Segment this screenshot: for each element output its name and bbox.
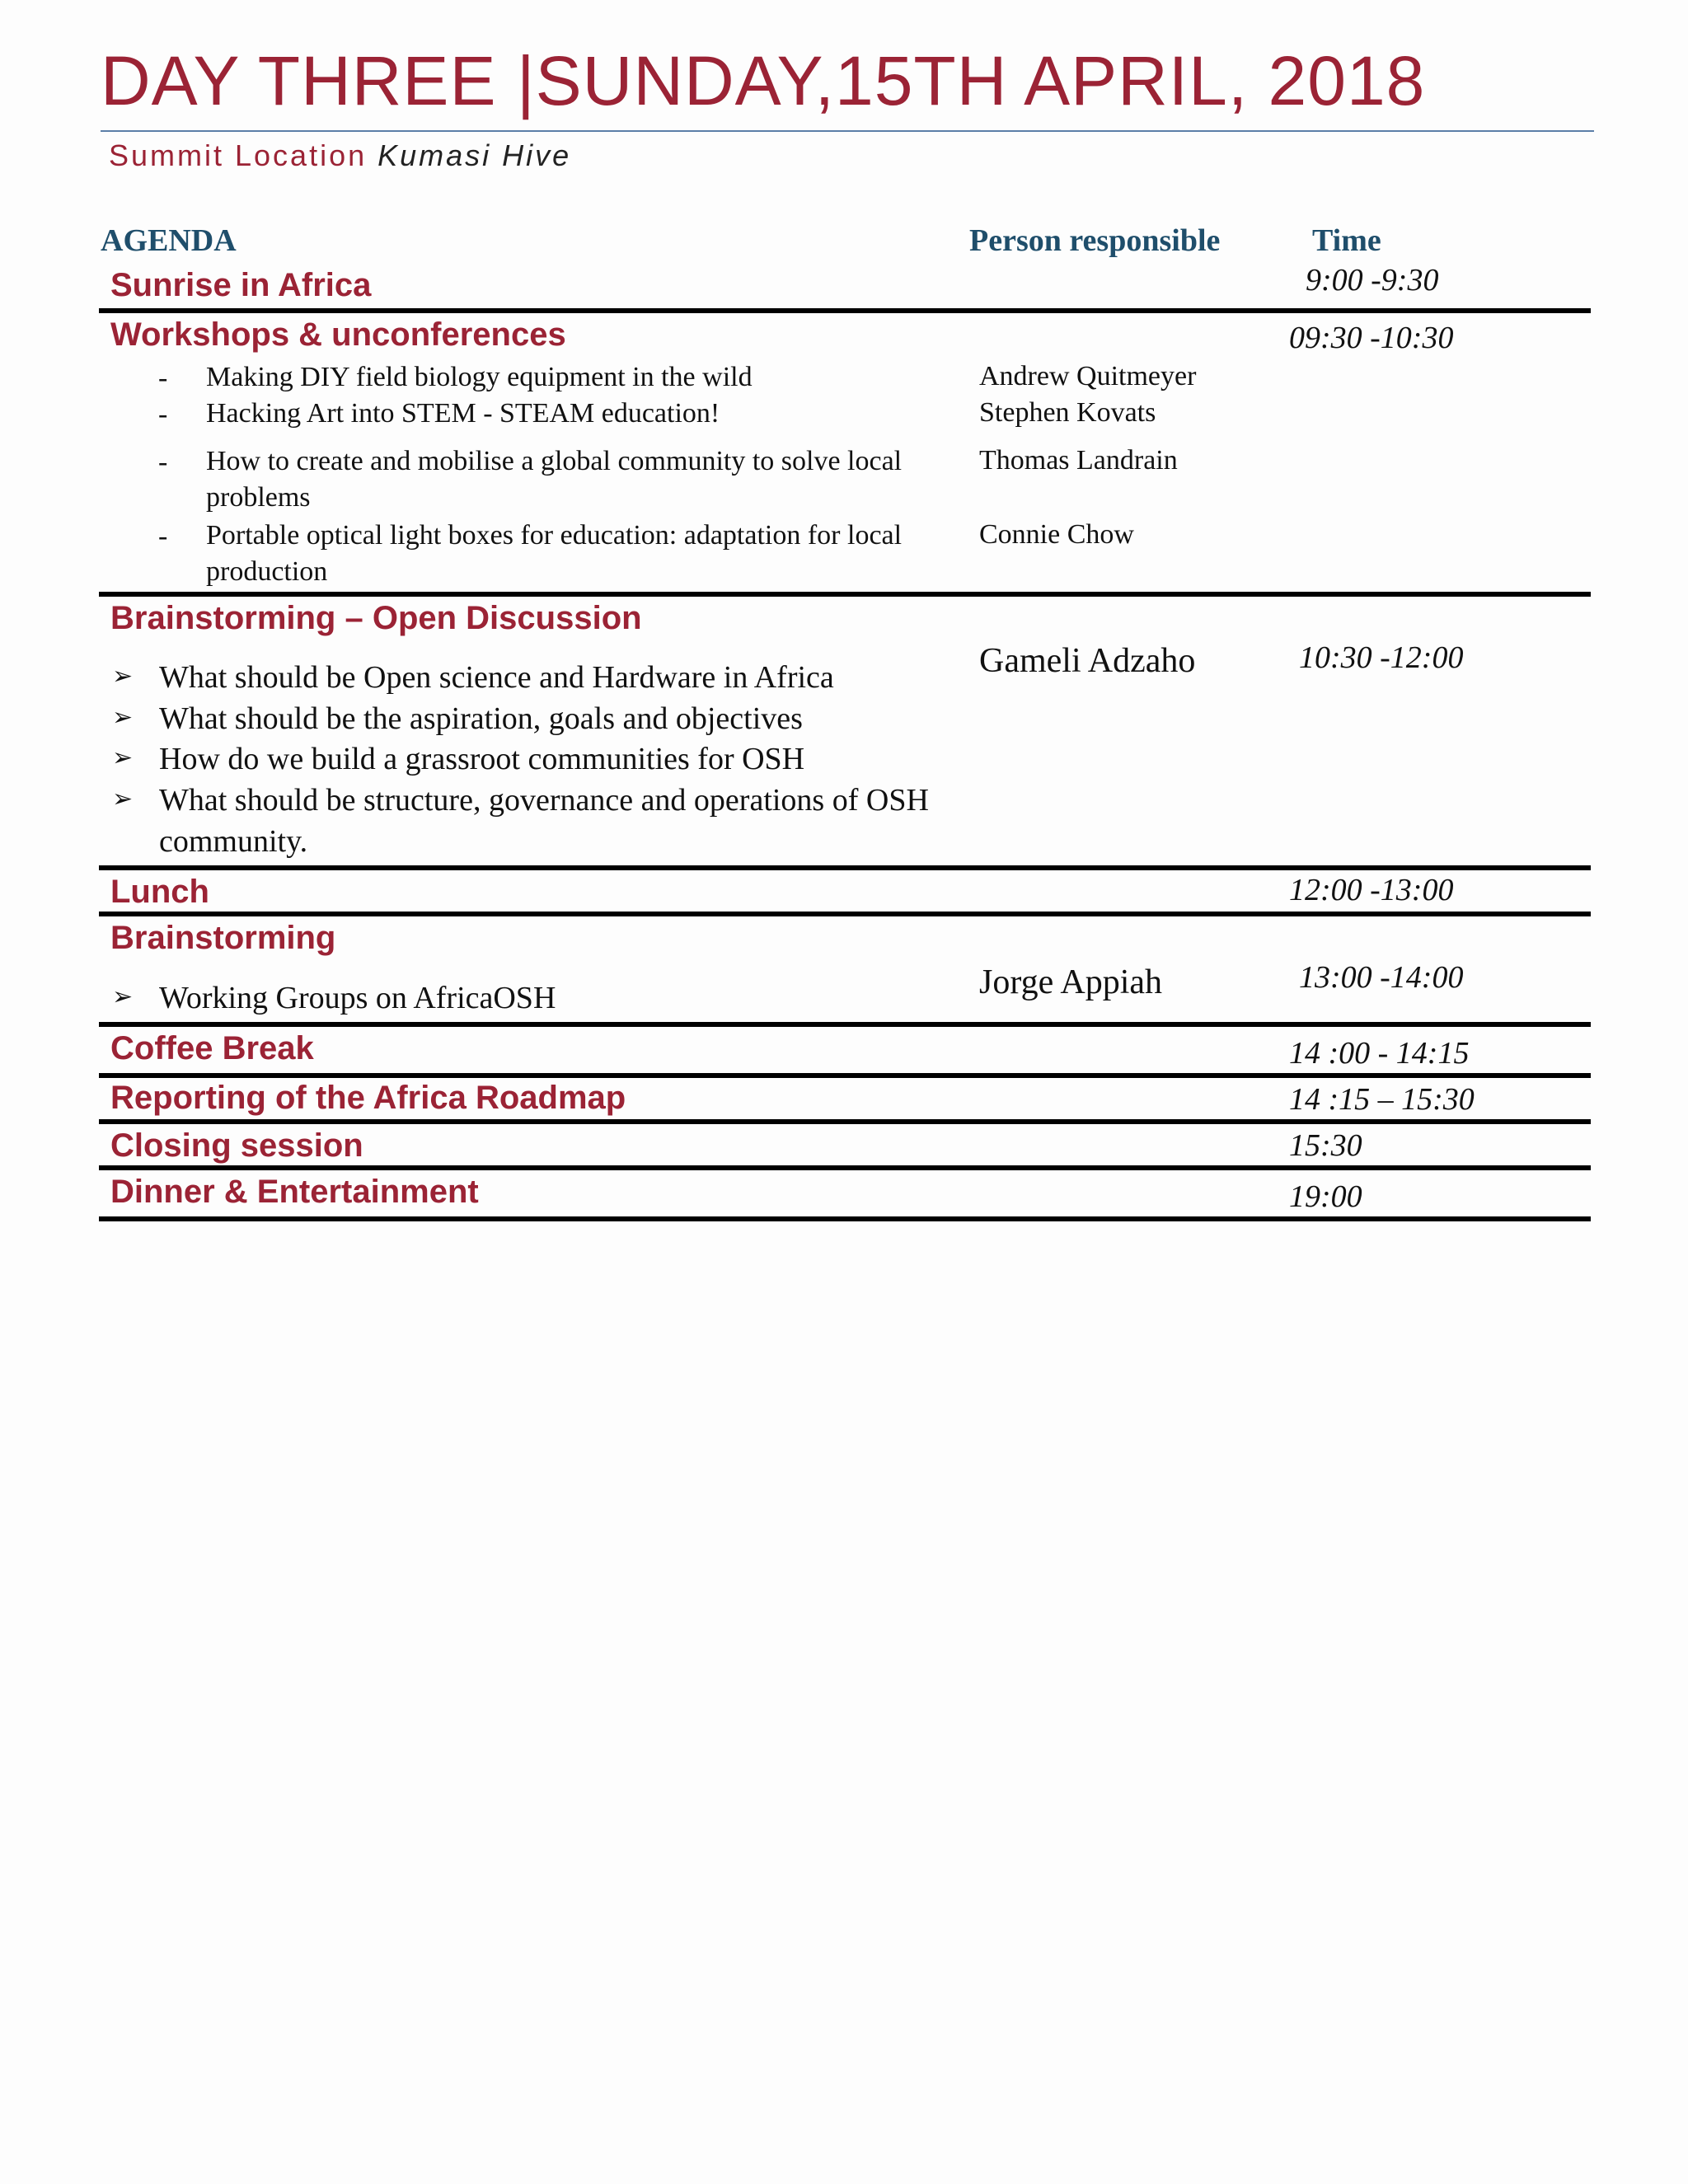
row-divider — [99, 865, 1591, 870]
time-workshops: 09:30 -10:30 — [1289, 321, 1454, 355]
workshop-item: Portable optical light boxes for education: adaptation for local production — [206, 520, 903, 587]
workshop-bullet: - — [158, 399, 168, 429]
location-label: Summit Location — [109, 138, 368, 172]
discussion-item: What should be the aspiration, goals and objectives — [159, 701, 803, 736]
workshop-bullet: - — [158, 447, 168, 477]
workshop-item: Hacking Art into STEM - STEAM education! — [206, 398, 720, 429]
workshop-person: Andrew Quitmeyer — [979, 361, 1197, 391]
discussion-item: How do we build a grassroot communities for OSH — [159, 742, 805, 776]
row-divider — [99, 1073, 1591, 1078]
section-title-closing: Closing session — [110, 1127, 363, 1164]
time-column-header: Time — [1312, 223, 1381, 258]
section-title-brainstorming: Brainstorming — [110, 920, 336, 956]
row-divider — [99, 1216, 1591, 1221]
row-divider — [99, 308, 1591, 313]
workshop-bullet: - — [158, 521, 168, 551]
section-title-dinner: Dinner & Entertainment — [110, 1174, 479, 1210]
row-divider — [99, 1119, 1591, 1124]
brainstorming-person: Jorge Appiah — [979, 963, 1163, 1001]
bullet-arrow-icon: ➢ — [112, 785, 134, 813]
time-open-discussion: 10:30 -12:00 — [1299, 640, 1464, 675]
brainstorming-item: Working Groups on AfricaOSH — [159, 981, 556, 1015]
workshop-bullet: - — [158, 363, 168, 393]
time-sunrise: 9:00 -9:30 — [1306, 263, 1439, 298]
section-title-workshops: Workshops & unconferences — [110, 316, 566, 353]
bullet-arrow-icon: ➢ — [112, 743, 134, 772]
row-divider — [99, 912, 1591, 916]
workshop-person: Connie Chow — [979, 519, 1134, 550]
time-closing: 15:30 — [1289, 1128, 1362, 1163]
time-coffee: 14 :00 - 14:15 — [1289, 1036, 1470, 1071]
page-title: DAY THREE |SUNDAY,15TH APRIL, 2018 — [101, 42, 1426, 120]
title-divider — [101, 130, 1594, 132]
time-reporting: 14 :15 – 15:30 — [1289, 1082, 1475, 1117]
row-divider — [99, 1022, 1591, 1027]
discussion-item: What should be Open science and Hardware in Africa — [159, 660, 834, 695]
section-title-lunch: Lunch — [110, 874, 209, 910]
bullet-arrow-icon: ➢ — [112, 982, 134, 1011]
bullet-arrow-icon: ➢ — [112, 662, 134, 691]
time-dinner: 19:00 — [1289, 1179, 1362, 1214]
workshop-item: How to create and mobilise a global community to solve local problems — [206, 446, 903, 513]
bullet-arrow-icon: ➢ — [112, 703, 134, 732]
workshop-person: Thomas Landrain — [979, 445, 1178, 476]
row-divider — [99, 1165, 1591, 1170]
location-value: Kumasi Hive — [377, 138, 572, 172]
section-title-sunrise: Sunrise in Africa — [110, 267, 372, 303]
agenda-column-header: AGENDA — [101, 223, 237, 258]
person-column-header: Person responsible — [969, 223, 1221, 258]
row-divider — [99, 592, 1591, 597]
workshop-item: Making DIY field biology equipment in the wild — [206, 362, 753, 392]
summit-location — [109, 138, 571, 173]
section-title-coffee: Coffee Break — [110, 1030, 314, 1066]
open-discussion-person: Gameli Adzaho — [979, 642, 1196, 680]
section-title-reporting: Reporting of the Africa Roadmap — [110, 1080, 626, 1116]
time-lunch: 12:00 -13:00 — [1289, 873, 1454, 907]
workshop-person: Stephen Kovats — [979, 397, 1156, 428]
time-brainstorming: 13:00 -14:00 — [1299, 960, 1464, 995]
section-title-open-discussion: Brainstorming – Open Discussion — [110, 600, 642, 636]
discussion-item: What should be structure, governance and operations of OSH community. — [159, 783, 929, 859]
